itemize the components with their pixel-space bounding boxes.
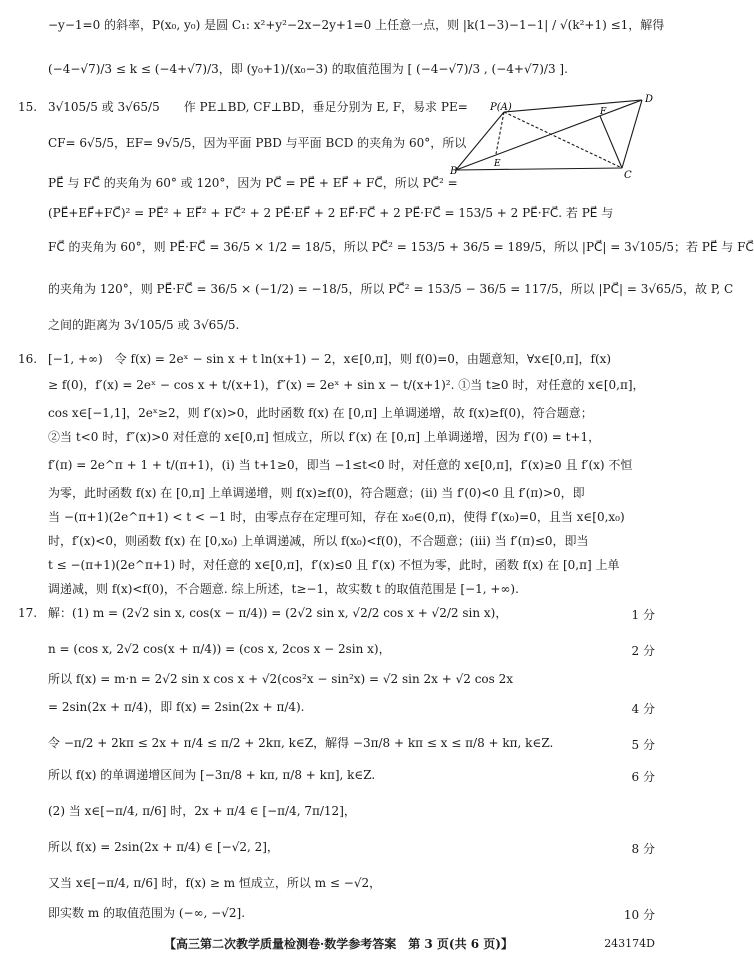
segment-CF <box>600 116 622 168</box>
text-line: (PE⃗+EF⃗+FC⃗)² = PE⃗² + EF⃗² + FC⃗² + 2 PE⃗·EF⃗ + 2 EF⃗·FC⃗ + 2 PE⃗·FC⃗ = 153/5 + 2 PE⃗·FC⃗. 若 PE⃗ 与 <box>48 206 614 220</box>
score-mark: 10 分 <box>623 908 655 922</box>
score-mark: 1 分 <box>631 608 655 622</box>
text-line: 的夹角为 120°，则 PE⃗·FC⃗ = 36/5 × (−1/2) = −18/5，所以 PC⃗² = 153/5 − 36/5 = 117/5，所以 |PC⃗| = 3√65/5，故 P, C <box>48 282 734 296</box>
text-line: f′(π) = 2e^π + 1 + t/(π+1)，(ⅰ) 当 t+1≥0，即当 −1≤t<0 时，对任意的 x∈[0,π]，f′(x)≥0 且 f′(x) 不恒 <box>48 458 633 472</box>
text-line: (−4−√7)/3 ≤ k ≤ (−4+√7)/3，即 (y₀+1)/(x₀−3) 的取值范围为 [ (−4−√7)/3 , (−4+√7)/3 ]. <box>48 62 568 76</box>
score-mark: 2 分 <box>631 644 655 658</box>
text-line: −y−1=0 的斜率，P(x₀, y₀) 是圆 C₁: x²+y²−2x−2y+1=0 上任意一点，则 |k(1−3)−1−1| / √(k²+1) ≤1，解得 <box>48 18 665 32</box>
text-line: CF= 6√5/5，EF= 9√5/5，因为平面 PBD 与平面 BCD 的夹角为 60°，所以 <box>48 136 467 150</box>
text-line: 所以 f(x) = 2sin(2x + π/4) ∈ [−√2, 2]， <box>48 840 279 854</box>
score-mark: 6 分 <box>631 770 655 784</box>
text-line: 又当 x∈[−π/4, π/6] 时，f(x) ≥ m 恒成立，所以 m ≤ −√2， <box>48 876 382 890</box>
label-D: D <box>645 94 654 105</box>
text-line: (2) 当 x∈[−π/4, π/6] 时，2x + π/4 ∈ [−π/4, 7π/12]， <box>48 804 356 818</box>
text-line: n = (cos x, 2√2 cos(x + π/4)) = (cos x, 2cos x − 2sin x)， <box>48 642 391 656</box>
label-B: B <box>450 166 458 177</box>
text-line: 所以 f(x) 的单调递增区间为 [−3π/8 + kπ, π/8 + kπ], k∈Z. <box>48 768 376 782</box>
text-line: 之间的距离为 3√105/5 或 3√65/5. <box>48 318 240 332</box>
text-line: 令 −π/2 + 2kπ ≤ 2x + π/4 ≤ π/2 + 2kπ, k∈Z，解得 −3π/8 + kπ ≤ x ≤ π/8 + kπ, k∈Z. <box>48 736 554 750</box>
label-E: E <box>494 159 501 169</box>
text-line: 3√105/5 或 3√65/5 作 PE⊥BD, CF⊥BD，垂足分别为 E, F，易求 PE= <box>48 100 468 114</box>
text-line: 即实数 m 的取值范围为 (−∞, −√2]. <box>48 906 246 920</box>
text-line: ②当 t<0 时，f″(x)>0 对任意的 x∈[0,π] 恒成立，所以 f′(x) 在 [0,π] 上单调递增，因为 f′(0) = t+1， <box>48 430 601 444</box>
text-line: cos x∈[−1,1]，2eˣ≥2，则 f′(x)>0，此时函数 f(x) 在 [0,π] 上单调递增，故 f(x)≥f(0)，符合题意； <box>48 406 593 420</box>
question-number: 15. <box>18 100 38 114</box>
document-code: 243174D <box>604 937 655 950</box>
question-number: 17. <box>18 606 38 620</box>
text-line: 调递减，则 f(x)<f(0)，不合题意. 综上所述，t≥−1，故实数 t 的取值范围是 [−1, +∞). <box>48 582 519 596</box>
edge-DC <box>622 100 642 168</box>
score-mark: 5 分 <box>631 738 655 752</box>
text-line: PE⃗ 与 FC⃗ 的夹角为 60° 或 120°，因为 PC⃗ = PE⃗ + EF⃗ + FC⃗，所以 PC⃗² = <box>48 176 458 190</box>
score-mark: 8 分 <box>631 842 655 856</box>
question-number: 16. <box>18 352 38 366</box>
edge-PC <box>504 112 622 168</box>
text-line: 为零，此时函数 f(x) 在 [0,π] 上单调递增，则 f(x)≥f(0)，符合题意；(ⅱ) 当 f′(0)<0 且 f′(π)>0，即 <box>48 486 585 500</box>
score-mark: 4 分 <box>631 702 655 716</box>
text-line: ≥ f(0)，f′(x) = 2eˣ − cos x + t/(x+1)，f″(x) = 2eˣ + sin x − t/(x+1)². ①当 t≥0 时，对任意的 x∈[0,π]， <box>48 378 645 392</box>
text-line: = 2sin(2x + π/4)，即 f(x) = 2sin(2x + π/4). <box>48 700 305 714</box>
segment-PE <box>496 112 504 154</box>
text-line: [−1, +∞) 令 f(x) = 2eˣ − sin x + t ln(x+1) − 2，x∈[0,π]，则 f(0)=0，由题意知，∀x∈[0,π]，f(x) <box>48 352 612 366</box>
edge-BC <box>456 168 622 170</box>
text-line: 当 −(π+1)(2e^π+1) < t < −1 时，由零点存在定理可知，存在 x₀∈(0,π)，使得 f′(x₀)=0，且当 x∈[0,x₀) <box>48 510 625 524</box>
geometry-figure <box>450 92 656 184</box>
text-line: FC⃗ 的夹角为 60°，则 PE⃗·FC⃗ = 36/5 × 1/2 = 18/5，所以 PC⃗² = 153/5 + 36/5 = 189/5，所以 |PC⃗| = 3√105/5；若 PE⃗ 与 FC⃗ <box>48 240 754 254</box>
text-line: 所以 f(x) = m·n = 2√2 sin x cos x + √2(cos²x − sin²x) = √2 sin 2x + √2 cos 2x <box>48 672 514 686</box>
label-P: P(A) <box>490 102 512 113</box>
text-line: 时，f′(x)<0，则函数 f(x) 在 [0,x₀) 上单调递减，所以 f(x₀)<f(0)，不合题意；(ⅲ) 当 f′(π)≤0，即当 <box>48 534 589 548</box>
text-line: t ≤ −(π+1)(2e^π+1) 时，对任意的 x∈[0,π]，f′(x)≤0 且 f′(x) 不恒为零，此时，函数 f(x) 在 [0,π] 上单 <box>48 558 620 572</box>
label-F: F <box>600 107 607 117</box>
text-line: 解：(1) m = (2√2 sin x, cos(x − π/4)) = (2√2 sin x, √2/2 cos x + √2/2 sin x)， <box>48 606 508 620</box>
edge-PD <box>504 100 642 112</box>
edge-BD <box>456 100 642 170</box>
label-C: C <box>624 170 632 181</box>
page-footer: 【高三第二次教学质量检测卷·数学参考答案 第 3 页(共 6 页)】 <box>164 937 513 951</box>
